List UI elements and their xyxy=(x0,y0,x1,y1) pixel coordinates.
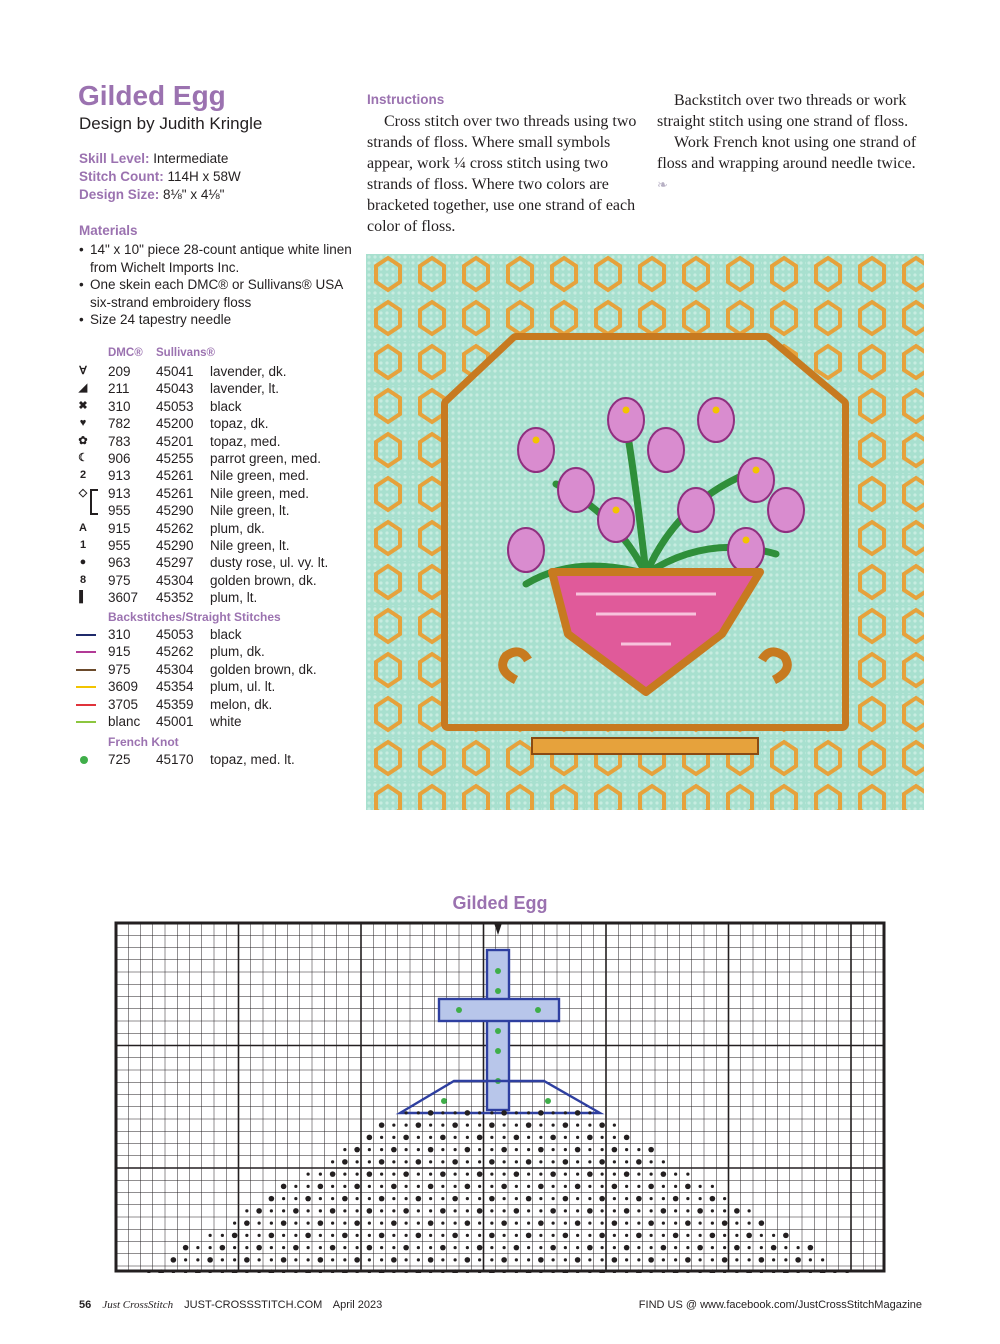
backstitch-row xyxy=(76,696,356,713)
key-row xyxy=(76,572,356,589)
key-sullivans-number: 45304 xyxy=(156,572,194,588)
key-dmc-number: 906 xyxy=(108,451,131,466)
symbol-row xyxy=(171,1257,825,1263)
key-sullivans-number: 45262 xyxy=(156,520,194,536)
key-sullivans-number: 45255 xyxy=(156,451,194,466)
key-color-name: parrot green, med. xyxy=(210,451,322,466)
skill-level-value: Intermediate xyxy=(149,151,229,166)
instructions-backstitch: Backstitch over two threads or work straight stitch using one strand of floss. xyxy=(657,92,909,130)
key-sullivans-number: 45043 xyxy=(156,381,194,397)
website-link[interactable]: JUST-CROSSSTITCH.COM xyxy=(184,1299,323,1311)
key-dmc-number: 975 xyxy=(108,661,131,677)
symbol-row xyxy=(245,1208,750,1214)
key-dmc-number: 963 xyxy=(108,555,131,571)
key-symbol-icon: 1 xyxy=(79,539,87,551)
key-dmc-number: 3705 xyxy=(108,696,139,712)
key-sullivans-number: 45352 xyxy=(156,590,194,606)
design-size-value: 8⅛" x 4⅛" xyxy=(159,187,225,202)
key-sullivans-number: 45359 xyxy=(156,696,194,712)
key-row xyxy=(76,433,356,450)
key-color-name: plum, dk. xyxy=(210,520,265,536)
key-color-name: topaz, med. lt. xyxy=(210,752,295,767)
french-knot-row xyxy=(76,751,356,768)
instructions-french-knot-para xyxy=(657,132,927,195)
backstitch-row xyxy=(76,661,356,678)
instructions-french-knot: Work French knot using one strand of floss and wrapping around needle twice. xyxy=(657,134,917,172)
design-specs xyxy=(79,150,241,204)
egg-stand-base xyxy=(532,738,758,754)
cross-stitch-chart xyxy=(114,921,886,1273)
magazine-name: Just CrossStitch xyxy=(102,1299,174,1311)
key-dmc-number: 915 xyxy=(108,644,131,660)
key-dmc-number: 913 xyxy=(108,485,131,501)
symbol-row xyxy=(367,1135,630,1141)
skill-level-label: Skill Level: xyxy=(79,151,150,166)
key-color-name: Nile green, med. xyxy=(210,468,310,484)
backstitch-row xyxy=(76,713,356,730)
key-row xyxy=(76,363,356,380)
key-symbol-icon: ▌ xyxy=(79,591,87,604)
key-dmc-number: 915 xyxy=(108,520,131,536)
materials-list xyxy=(79,241,354,329)
blend-bracket xyxy=(90,489,98,515)
key-symbol-icon: ✿ xyxy=(78,434,88,447)
stitch-count-value: 114H x 58W xyxy=(163,169,241,184)
materials-item: • One skein each DMC® or Sullivans® USA six-strand embroidery floss xyxy=(79,276,354,311)
designer-credit: Design by Judith Kringle xyxy=(79,114,263,133)
key-dmc-header: DMC® xyxy=(108,347,143,359)
key-color-name: plum, dk. xyxy=(210,644,265,660)
key-color-name: dusty rose, ul. vy. lt. xyxy=(210,555,329,571)
design-title: Gilded Egg xyxy=(78,80,226,111)
key-symbol-icon: ◇ xyxy=(78,486,88,499)
key-row xyxy=(76,554,356,571)
key-color-name: plum, lt. xyxy=(210,590,258,606)
key-sullivans-number: 45170 xyxy=(156,752,194,767)
key-dmc-number: 913 xyxy=(108,468,131,484)
key-color-name: plum, ul. lt. xyxy=(210,679,276,695)
backstitch-line-icon xyxy=(76,651,96,653)
key-row xyxy=(76,450,356,467)
key-color-name: golden brown, dk. xyxy=(210,661,317,677)
key-row xyxy=(76,502,356,519)
backstitch-line-icon xyxy=(76,686,96,688)
key-color-name: lavender, lt. xyxy=(210,381,280,397)
key-symbol-icon: A xyxy=(79,521,87,534)
key-color-name: Nile green, lt. xyxy=(210,538,290,553)
symbol-row xyxy=(233,1220,764,1226)
center-arrow-icon xyxy=(494,923,502,935)
key-symbol-icon: Ɐ xyxy=(79,365,87,377)
key-sullivans-number: 45053 xyxy=(156,398,194,414)
key-color-name: topaz, med. xyxy=(210,433,281,449)
design-size-label: Design Size: xyxy=(79,187,160,202)
key-dmc-number: 211 xyxy=(108,381,130,397)
key-dmc-number: 3607 xyxy=(108,590,139,606)
key-row xyxy=(76,398,356,415)
key-color-name: topaz, dk. xyxy=(210,416,269,432)
key-row xyxy=(76,467,356,484)
key-sullivans-number: 45262 xyxy=(156,644,194,660)
green-dot-icon xyxy=(80,756,88,764)
symbol-row xyxy=(307,1171,690,1177)
symbol-row xyxy=(331,1159,665,1165)
materials-heading: Materials xyxy=(79,223,138,238)
materials-item: • Size 24 tapestry needle xyxy=(79,311,354,329)
key-color-name: black xyxy=(210,627,242,642)
key-color-name: lavender, dk. xyxy=(210,364,287,379)
issue-date: April 2023 xyxy=(332,1299,383,1311)
key-dmc-number: 955 xyxy=(108,503,131,519)
skill-level-row xyxy=(79,150,241,168)
key-sullivans-number: 45354 xyxy=(156,679,194,695)
key-sullivans-number: 45290 xyxy=(156,503,194,519)
key-sullivans-number: 45261 xyxy=(156,485,194,501)
stitch-count-label: Stitch Count: xyxy=(79,169,164,184)
end-mark-icon: ❧ xyxy=(657,177,668,192)
backstitch-line-icon xyxy=(76,721,96,723)
key-color-name: melon, dk. xyxy=(210,696,273,712)
key-symbol-icon: ♥ xyxy=(79,417,87,430)
symbol-row xyxy=(343,1147,654,1153)
materials-item: • 14" x 10" piece 28-count antique white linen from Wichelt Imports Inc. xyxy=(79,241,354,276)
instructions-column-2 xyxy=(657,90,927,195)
key-color-name: Nile green, med. xyxy=(210,485,310,501)
page-number: 56 xyxy=(79,1299,92,1311)
backstitch-heading: Backstitches/Straight Stitches xyxy=(108,610,281,624)
key-sullivans-number: 45200 xyxy=(156,416,194,432)
key-color-name: golden brown, dk. xyxy=(210,572,317,588)
key-dmc-number: 975 xyxy=(108,572,131,588)
key-dmc-number: 725 xyxy=(108,752,131,767)
backstitch-line-icon xyxy=(76,634,96,636)
backstitch-row xyxy=(76,678,356,695)
french-knot-heading: French Knot xyxy=(108,735,179,749)
symbol-row xyxy=(281,1184,714,1190)
key-dmc-number: 955 xyxy=(108,538,131,553)
backstitch-row xyxy=(76,626,356,643)
symbol-row xyxy=(183,1245,813,1251)
symbol-row xyxy=(269,1196,727,1202)
chart-title: Gilded Egg xyxy=(452,893,548,913)
backstitch-row xyxy=(76,643,356,660)
key-sullivans-number: 45053 xyxy=(156,627,194,642)
stitch-count-row xyxy=(79,168,241,186)
key-row xyxy=(76,520,356,537)
backstitch-line-icon xyxy=(76,669,96,671)
key-symbol-icon: ✖ xyxy=(78,399,88,412)
key-color-name: white xyxy=(210,714,242,729)
key-dmc-number: 3609 xyxy=(108,679,139,695)
key-row xyxy=(76,380,356,397)
key-row xyxy=(76,589,356,606)
instructions-cross-stitch: Cross stitch over two threads using two strands of floss. Where small symbols appear, work ¼ cross stitch using two strands of floss. Where two colors are bracketed together, use one strand of each color of floss. xyxy=(367,113,637,235)
symbol-row xyxy=(379,1122,616,1128)
key-dmc-number: 310 xyxy=(108,398,131,414)
key-sullivans-number: 45001 xyxy=(156,714,194,729)
key-sullivans-number: 45290 xyxy=(156,538,194,553)
stitched-design-photo xyxy=(366,254,924,810)
social-link[interactable]: FIND US @ www.facebook.com/JustCrossStitchMagazine xyxy=(638,1299,922,1311)
key-color-name: black xyxy=(210,398,242,414)
design-size-row xyxy=(79,186,241,204)
key-sullivans-number: 45297 xyxy=(156,555,194,571)
key-row xyxy=(76,485,356,502)
key-row xyxy=(76,415,356,432)
backstitch-line-icon xyxy=(76,704,96,706)
key-symbol-icon: ◢ xyxy=(78,382,88,395)
key-dmc-number: 310 xyxy=(108,627,131,642)
footer-left xyxy=(79,1299,382,1311)
key-symbol-icon: 8 xyxy=(79,573,87,586)
key-symbol-icon: ● xyxy=(79,556,87,569)
key-dmc-number: 783 xyxy=(108,433,131,449)
instructions-heading: Instructions xyxy=(367,92,445,107)
key-row xyxy=(76,537,356,554)
key-dmc-number: 782 xyxy=(108,416,131,432)
key-sullivans-number: 45304 xyxy=(156,661,194,677)
key-symbol-icon: ☾ xyxy=(78,452,88,464)
key-sullivans-number: 45041 xyxy=(156,364,194,379)
chart-symbol-rows xyxy=(147,1110,848,1273)
symbol-row xyxy=(209,1233,789,1239)
key-color-name: Nile green, lt. xyxy=(210,503,290,519)
key-dmc-number: 209 xyxy=(108,364,131,379)
key-sullivans-header: Sullivans® xyxy=(156,347,215,359)
key-dmc-number: blanc xyxy=(108,714,141,729)
key-sullivans-number: 45201 xyxy=(156,433,194,449)
key-sullivans-number: 45261 xyxy=(156,468,194,484)
key-symbol-icon: 2 xyxy=(79,469,87,482)
